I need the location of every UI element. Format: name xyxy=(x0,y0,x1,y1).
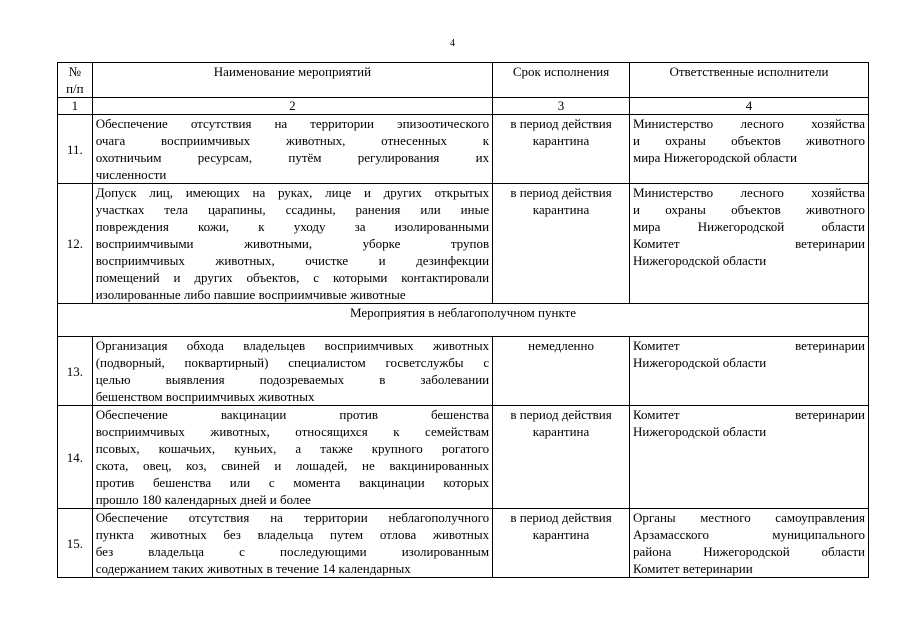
table-row xyxy=(58,115,869,184)
page-number: 4 xyxy=(450,38,455,49)
index-cell: 2 xyxy=(92,98,492,115)
responsible-executors xyxy=(629,184,868,304)
cell-line: участках тела царапины, ссадины, ранения или иные xyxy=(95,202,490,217)
table-row xyxy=(58,509,869,578)
table-row xyxy=(58,337,869,406)
cell-line: прошло 180 календарных дней и более xyxy=(95,492,311,507)
cell-line: мира Нижегородской области xyxy=(632,219,865,234)
cell-line: в период действия xyxy=(510,510,612,525)
cell-line: восприимчивых животных, очистке и дезинфекции xyxy=(95,253,490,268)
cell-line: Комитет ветеринарии xyxy=(632,561,753,576)
cell-line: Комитет ветеринарии xyxy=(632,236,865,251)
cell-line: Комитет ветеринарии xyxy=(632,407,865,422)
cell-line: Министерство лесного хозяйства xyxy=(632,185,865,200)
index-cell: 3 xyxy=(493,98,630,115)
measure-name xyxy=(92,115,492,184)
header-number: № п/п xyxy=(58,63,93,98)
cell-line: изолированные либо павшие восприимчивые животные xyxy=(95,287,406,302)
cell-line: охотничьим ресурсам, путём регулирования их xyxy=(95,150,490,165)
responsible-executors xyxy=(629,406,868,509)
header-executors: Ответственные исполнители xyxy=(629,63,868,98)
cell-line: содержанием таких животных в течение 14 календарных xyxy=(95,561,411,576)
cell-line: бешенством восприимчивых животных xyxy=(95,389,315,404)
deadline xyxy=(493,115,630,184)
cell-line: района Нижегородской области xyxy=(632,544,865,559)
cell-line: восприимчивыми животными, уборке трупов xyxy=(95,236,490,251)
cell-line: повреждения кожи, к уходу за изолированными xyxy=(95,219,490,234)
section-title: Мероприятия в неблагополучном пункте xyxy=(58,304,869,337)
cell-line: немедленно xyxy=(528,338,594,353)
cell-line: карантина xyxy=(532,527,590,542)
responsible-executors xyxy=(629,115,868,184)
row-number: 12. xyxy=(58,184,93,304)
cell-line: Нижегородской области xyxy=(632,253,767,268)
cell-line: Органы местного самоуправления xyxy=(632,510,865,525)
index-cell: 1 xyxy=(58,98,93,115)
cell-line: против бешенства или с момента вакцинации которых xyxy=(95,475,490,490)
cell-line: Обеспечение отсутствия на территории неблагополучного xyxy=(95,510,490,525)
cell-line: псовых, кошачьих, куньих, а также крупного рогатого xyxy=(95,441,490,456)
cell-line: Допуск лиц, имеющих на руках, лице и других открытых xyxy=(95,185,490,200)
cell-line: карантина xyxy=(532,133,590,148)
cell-line: Организация обхода владельцев восприимчивых животных xyxy=(95,338,490,353)
measures-table xyxy=(57,62,869,578)
cell-line: восприимчивых животных, относящихся к семействам xyxy=(95,424,490,439)
header-term: Срок исполнения xyxy=(493,63,630,98)
cell-line: без владельца с последующими изолированным xyxy=(95,544,490,559)
section-header-row xyxy=(58,304,869,337)
measure-name xyxy=(92,509,492,578)
table-header-row xyxy=(58,63,869,98)
cell-line: Арзамасского муниципального xyxy=(632,527,865,542)
row-number: 14. xyxy=(58,406,93,509)
cell-line: в период действия xyxy=(510,185,612,200)
cell-line: Обеспечение отсутствия на территории эпизоотического xyxy=(95,116,490,131)
cell-line: пункта животных без владельца путем отлова животных xyxy=(95,527,490,542)
row-number: 11. xyxy=(58,115,93,184)
deadline xyxy=(493,337,630,406)
measure-name xyxy=(92,337,492,406)
index-cell: 4 xyxy=(629,98,868,115)
cell-line: Комитет ветеринарии xyxy=(632,338,865,353)
measure-name xyxy=(92,184,492,304)
cell-line: и охраны объектов животного xyxy=(632,202,865,217)
row-number: 15. xyxy=(58,509,93,578)
cell-line: Министерство лесного хозяйства xyxy=(632,116,865,131)
cell-line: очага восприимчивых животных, отнесенных к xyxy=(95,133,490,148)
cell-line: целью выявления подозреваемых в заболевании xyxy=(95,372,490,387)
cell-line: мира Нижегородской области xyxy=(632,150,797,165)
cell-line: численности xyxy=(95,167,167,182)
cell-line: карантина xyxy=(532,424,590,439)
deadline xyxy=(493,509,630,578)
cell-line: Нижегородской области xyxy=(632,424,767,439)
cell-line: (подворный, поквартирный) специалистом госветслужбы с xyxy=(95,355,490,370)
responsible-executors xyxy=(629,509,868,578)
cell-line: в период действия xyxy=(510,116,612,131)
cell-line: Нижегородской области xyxy=(632,355,767,370)
responsible-executors xyxy=(629,337,868,406)
measure-name xyxy=(92,406,492,509)
deadline xyxy=(493,406,630,509)
cell-line: карантина xyxy=(532,202,590,217)
cell-line: Обеспечение вакцинации против бешенства xyxy=(95,407,490,422)
cell-line: в период действия xyxy=(510,407,612,422)
cell-line: и охраны объектов животного xyxy=(632,133,865,148)
cell-line: помещений и других объектов, с которыми контактировали xyxy=(95,270,490,285)
column-index-row xyxy=(58,98,869,115)
deadline xyxy=(493,184,630,304)
table-row xyxy=(58,184,869,304)
row-number: 13. xyxy=(58,337,93,406)
table-row xyxy=(58,406,869,509)
cell-line: скота, овец, коз, свиней и лошадей, не вакцинированных xyxy=(95,458,490,473)
header-name: Наименование мероприятий xyxy=(92,63,492,98)
